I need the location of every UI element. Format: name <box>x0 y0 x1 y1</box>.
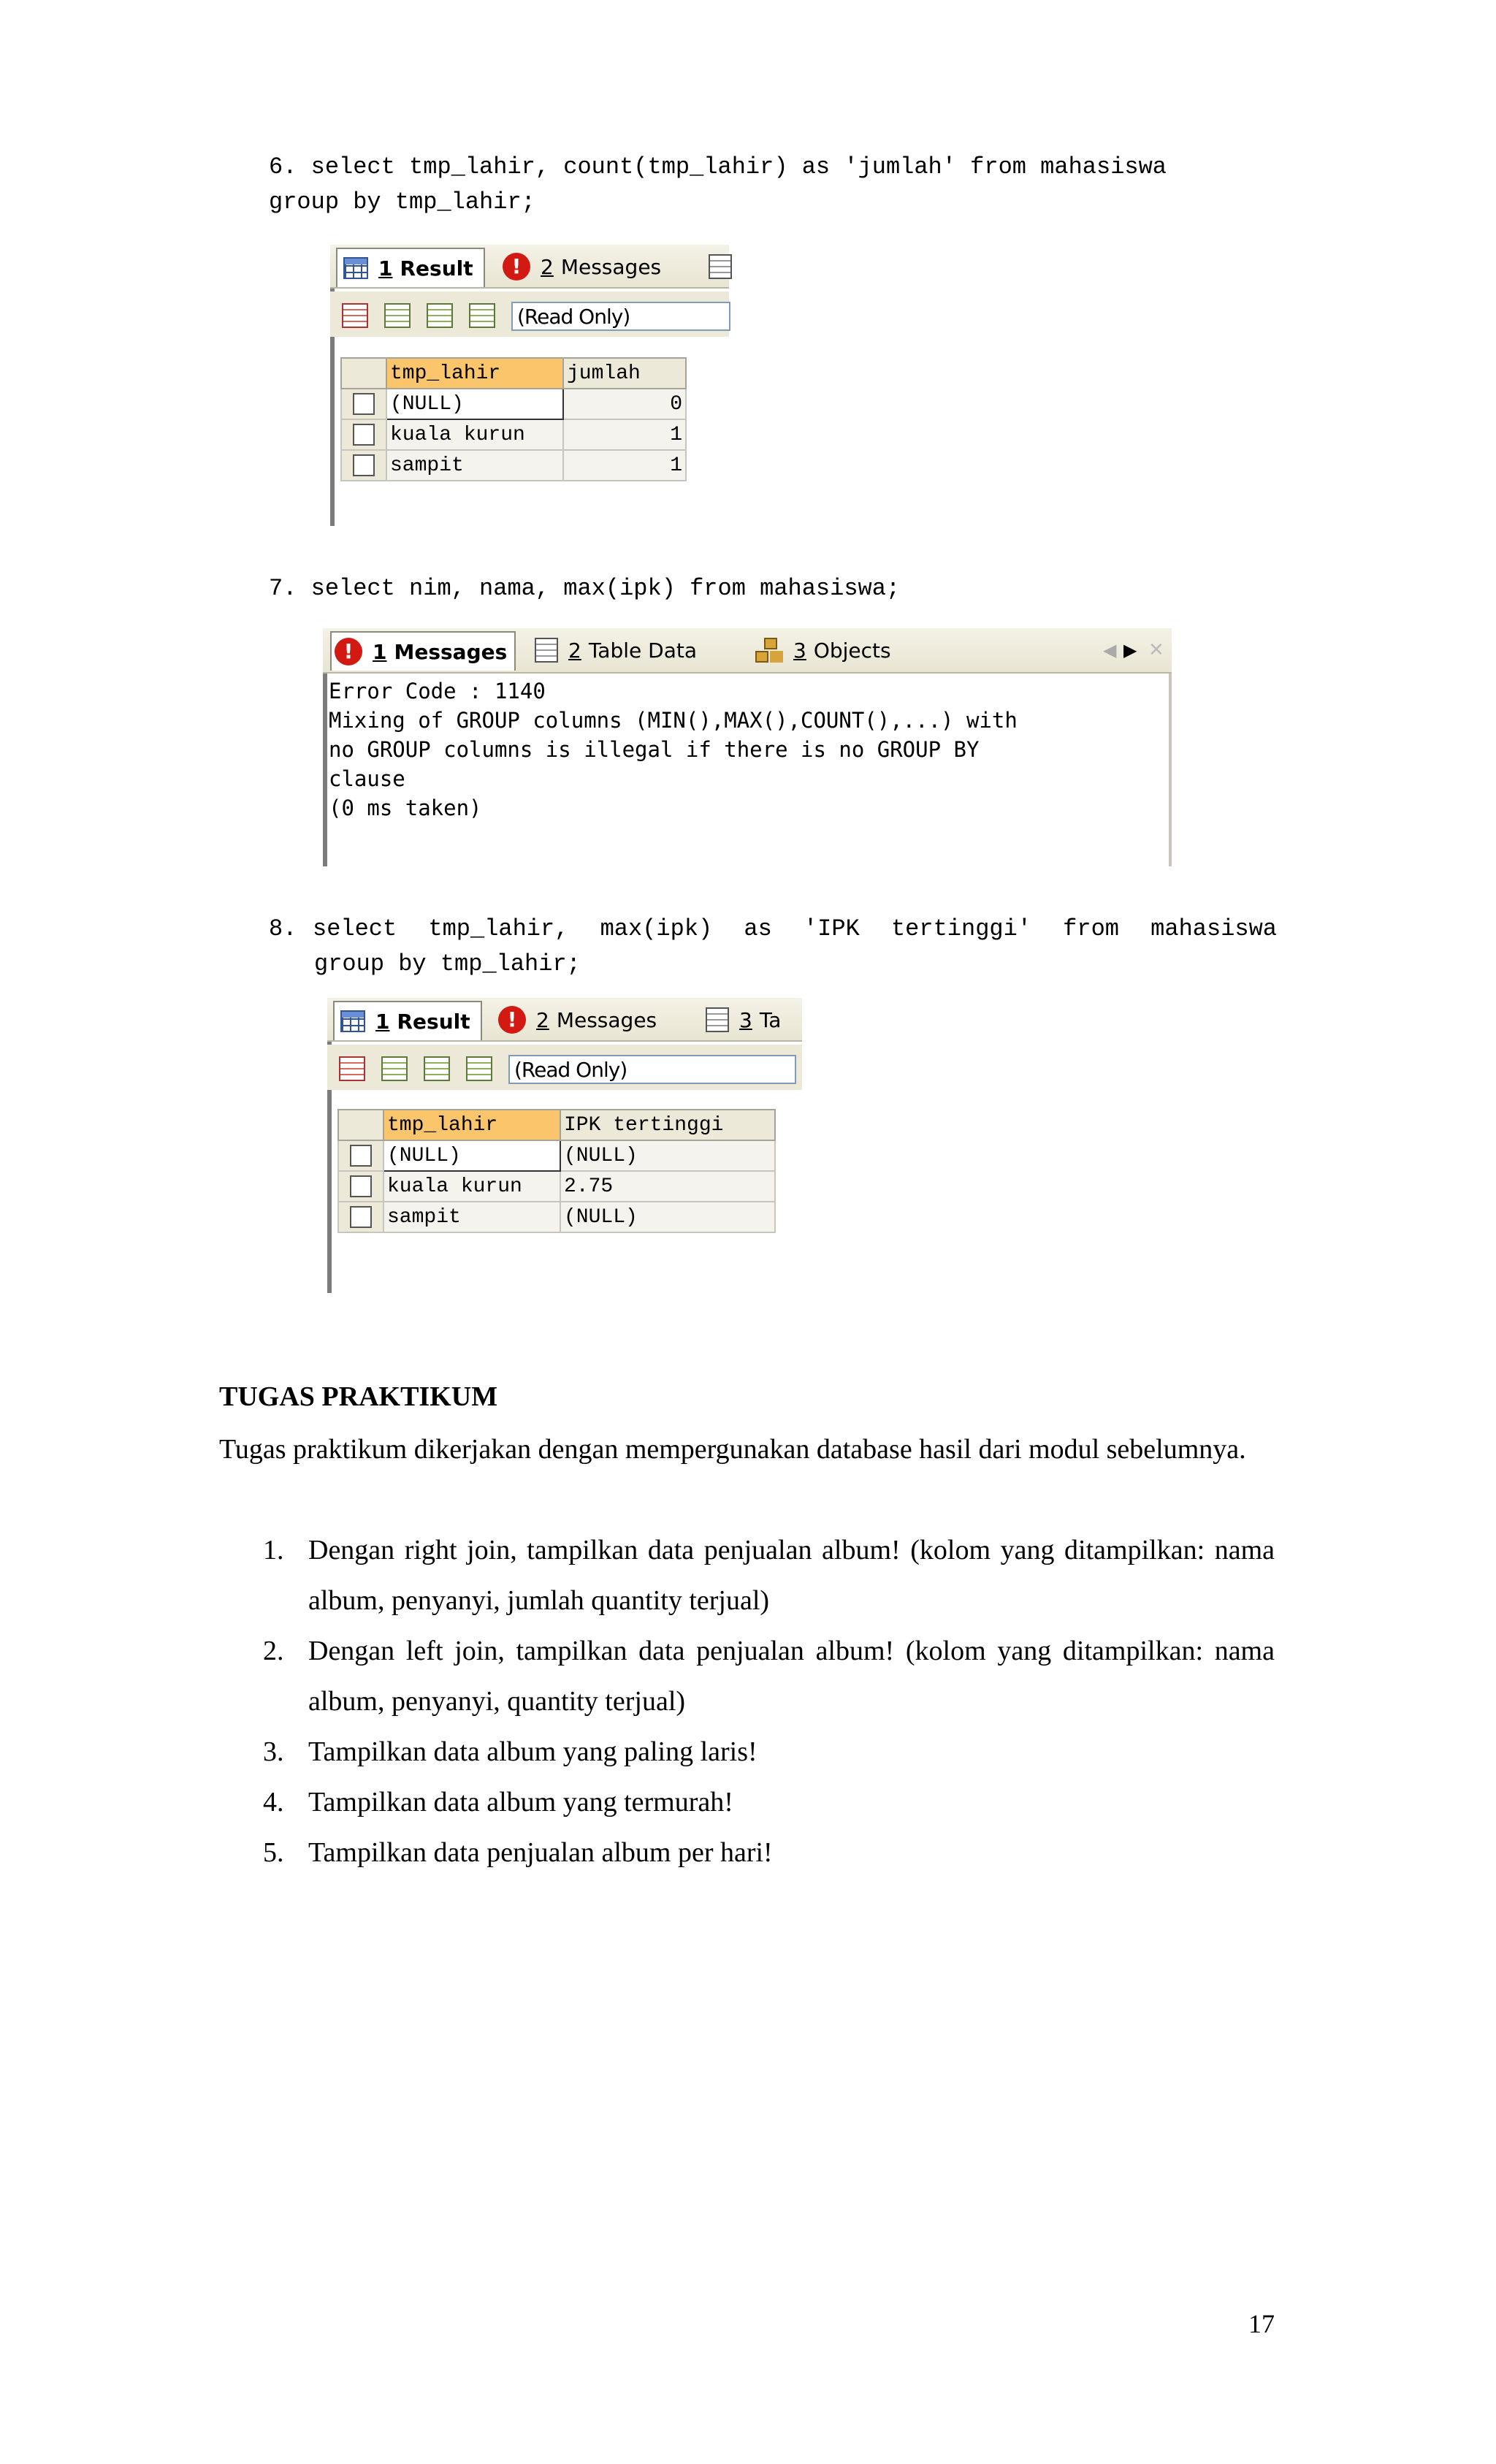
close-icon[interactable]: ✕ <box>1148 639 1164 661</box>
cell[interactable]: (NULL) <box>560 1140 775 1171</box>
objects-icon <box>755 638 783 663</box>
tab-number: 1 <box>375 1009 390 1034</box>
sql-query-6 <box>269 150 1167 220</box>
tab-number: 3 <box>793 638 806 663</box>
list-text: Dengan left join, tampilkan data penjualan album! (kolom yang ditampilkan: nama album, penyanyi, quantity terjual) <box>308 1636 1275 1717</box>
export-grid-icon[interactable] <box>384 303 411 328</box>
cell[interactable]: (NULL) <box>560 1202 775 1232</box>
tab-messages[interactable] <box>498 1001 657 1039</box>
list-text: Tampilkan data album yang termurah! <box>308 1787 733 1818</box>
tab-label: Result <box>397 1009 470 1034</box>
tab-scroll-left-icon[interactable]: ◀ <box>1103 640 1117 660</box>
tab-label: Table Data <box>588 638 697 663</box>
grid-header-row <box>341 358 686 389</box>
tab-table-data[interactable] <box>709 248 742 286</box>
error-icon: ! <box>498 1006 526 1034</box>
readonly-select[interactable]: (Read Only) <box>508 1055 796 1084</box>
table-row[interactable] <box>338 1202 775 1232</box>
header-corner <box>338 1110 383 1140</box>
list-item <box>263 1828 1275 1878</box>
list-item <box>263 1777 1275 1828</box>
sql-query-8-line2: group by tmp_lahir; <box>314 950 581 977</box>
cell[interactable]: sampit <box>383 1202 560 1232</box>
list-item <box>263 1525 1275 1626</box>
tab-number: 2 <box>541 254 554 279</box>
cell[interactable]: 2.75 <box>560 1171 775 1202</box>
header-corner <box>341 358 386 389</box>
row-checkbox[interactable] <box>341 389 386 419</box>
list-item <box>263 1727 1275 1777</box>
list-text: Dengan right join, tampilkan data penjualan album! (kolom yang ditampilkan: nama album, penyanyi, jumlah quantity terjual) <box>308 1535 1275 1616</box>
list-text: Tampilkan data album yang paling laris! <box>308 1736 757 1767</box>
tab-number: 1 <box>378 256 393 281</box>
table-row[interactable] <box>341 450 686 481</box>
sql-query-6-line2: group by tmp_lahir; <box>269 188 535 215</box>
grid-header-row <box>338 1110 775 1140</box>
cell[interactable]: 0 <box>563 389 686 419</box>
section-intro: Tugas praktikum dikerjakan dengan mempergunakan database hasil dari modul sebelumnya. <box>219 1434 1246 1465</box>
column-header[interactable]: tmp_lahir <box>386 358 563 389</box>
messages-tabbar <box>323 628 1172 674</box>
refresh-grid-icon[interactable] <box>342 303 368 328</box>
list-item <box>263 1626 1275 1727</box>
list-text: Tampilkan data penjualan album per hari! <box>308 1837 773 1868</box>
tab-label: Ta <box>759 1007 782 1032</box>
result-grid <box>337 1109 776 1233</box>
result-toolbar <box>327 1045 802 1090</box>
row-checkbox[interactable] <box>341 450 386 481</box>
sql-query-7 <box>269 571 900 606</box>
cell[interactable]: sampit <box>386 450 563 481</box>
result-grid <box>340 357 687 481</box>
table-row[interactable] <box>341 389 686 419</box>
tab-number: 2 <box>568 638 581 663</box>
table-icon <box>706 1007 729 1032</box>
row-checkbox[interactable] <box>341 419 386 450</box>
cell[interactable]: (NULL) <box>383 1140 560 1171</box>
result-tabbar <box>327 998 802 1042</box>
error-icon: ! <box>335 638 362 665</box>
copy-grid-icon[interactable] <box>424 1056 450 1081</box>
form-view-icon[interactable] <box>466 1056 492 1081</box>
tab-number: 3 <box>739 1007 752 1032</box>
table-row[interactable] <box>338 1140 775 1171</box>
result-tabbar <box>330 245 729 289</box>
table-row[interactable] <box>338 1171 775 1202</box>
tab-table-data[interactable] <box>706 1001 781 1039</box>
row-checkbox[interactable] <box>338 1171 383 1202</box>
tab-result[interactable] <box>336 248 485 287</box>
page-number: 17 <box>1248 2309 1275 2338</box>
copy-grid-icon[interactable] <box>427 303 453 328</box>
tab-result[interactable] <box>333 1001 482 1040</box>
sql-query-8-line1: 8. select tmp_lahir, max(ipk) as 'IPK tertinggi' from mahasiswa <box>269 915 1277 942</box>
messages-panel <box>323 628 1172 866</box>
result-toolbar <box>330 291 729 337</box>
tab-label: Messages <box>394 639 508 664</box>
table-icon <box>535 638 558 663</box>
readonly-select[interactable]: (Read Only) <box>511 302 730 331</box>
grid-icon <box>343 257 368 279</box>
tab-objects[interactable] <box>755 631 891 669</box>
table-row[interactable] <box>341 419 686 450</box>
tab-messages[interactable] <box>503 248 661 286</box>
sql-query-8 <box>269 912 1277 982</box>
row-checkbox[interactable] <box>338 1202 383 1232</box>
cell[interactable]: 1 <box>563 419 686 450</box>
list-number: 3. <box>263 1736 284 1767</box>
panel-border <box>327 998 332 1293</box>
sql-query-7-line1: 7. select nim, nama, max(ipk) from mahasiswa; <box>269 575 901 602</box>
cell[interactable]: 1 <box>563 450 686 481</box>
list-number: 4. <box>263 1787 284 1818</box>
tab-label: Messages <box>560 254 662 279</box>
error-icon: ! <box>503 253 530 281</box>
panel-border-right <box>1169 672 1172 866</box>
cell[interactable]: kuala kurun <box>386 419 563 450</box>
column-header[interactable]: tmp_lahir <box>383 1110 560 1140</box>
tab-label: Result <box>400 256 473 281</box>
task-list <box>263 1525 1275 1878</box>
cell[interactable]: kuala kurun <box>383 1171 560 1202</box>
tab-label: Objects <box>813 638 891 663</box>
tab-number: 1 <box>373 639 387 664</box>
list-number: 2. <box>263 1636 284 1666</box>
refresh-grid-icon[interactable] <box>339 1056 365 1081</box>
column-header[interactable]: IPK tertinggi <box>560 1110 775 1140</box>
tab-messages[interactable] <box>330 631 516 671</box>
tab-table-data[interactable] <box>535 631 697 669</box>
row-checkbox[interactable] <box>338 1140 383 1171</box>
column-header[interactable]: jumlah <box>563 358 686 389</box>
sql-query-6-line1: 6. select tmp_lahir, count(tmp_lahir) as 'jumlah' from mahasiswa <box>269 153 1167 180</box>
error-message: Error Code : 1140 Mixing of GROUP columns (MIN(),MAX(),COUNT(),...) with no GROUP columns is illegal if there is no GROUP BY clause (0 ms taken) <box>329 679 1018 820</box>
cell[interactable]: (NULL) <box>386 389 563 419</box>
tab-number: 2 <box>536 1007 549 1032</box>
list-number: 1. <box>263 1535 284 1565</box>
form-view-icon[interactable] <box>469 303 495 328</box>
list-number: 5. <box>263 1837 284 1868</box>
result-panel-3 <box>327 998 802 1293</box>
tab-scroll-right-icon[interactable]: ▶ <box>1123 640 1137 660</box>
tab-label: Messages <box>556 1007 657 1032</box>
export-grid-icon[interactable] <box>381 1056 408 1081</box>
result-panel-1 <box>330 245 729 526</box>
table-icon <box>709 254 732 279</box>
grid-icon <box>340 1010 365 1032</box>
section-heading: TUGAS PRAKTIKUM <box>219 1381 498 1412</box>
